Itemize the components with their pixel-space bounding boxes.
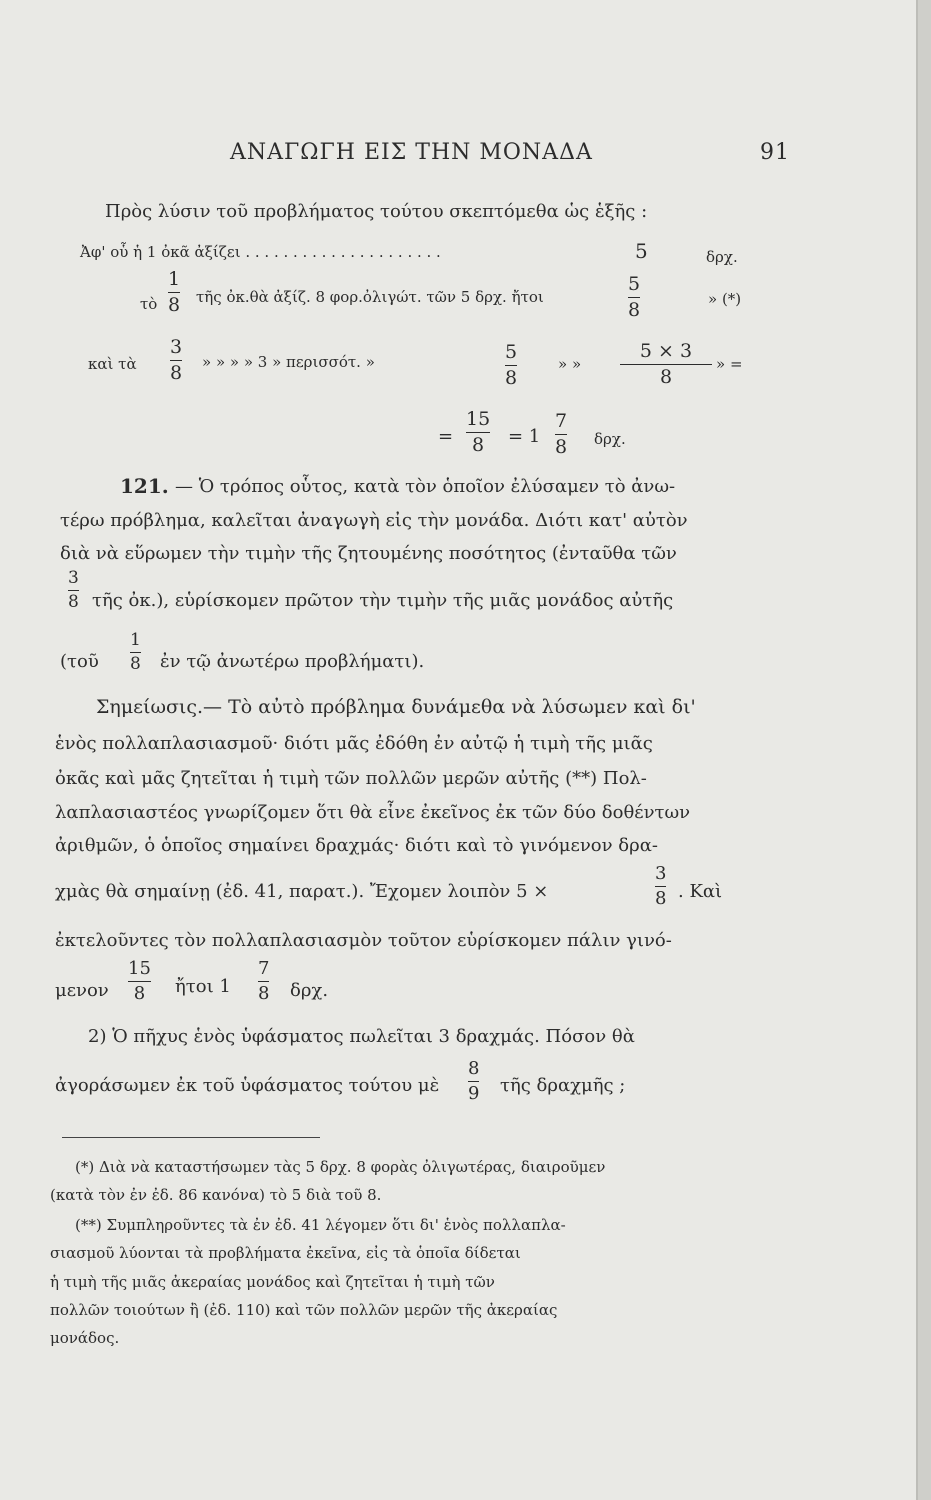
problem2-line1: 2) Ὁ πῆχυς ἑνὸς ὑφάσματος πωλεῖται 3 δραχμάς. Πόσον θὰ	[88, 1026, 635, 1047]
calc-line3-text: » » » » 3 » περισσότ. »	[202, 353, 375, 371]
fraction-three-eighths: $\frac{3}{8}$	[170, 336, 183, 384]
footnote-marker: » (*)	[708, 290, 742, 308]
calc-line4-eq1: =	[438, 426, 454, 447]
calc-intro: Πρὸς λύσιν τοῦ προβλήματος τούτου σκεπτόμεθα ὡς ἑξῆς :	[105, 201, 648, 222]
note-line2: ἑνὸς πολλαπλασιασμοῦ· διότι μᾶς ἐδόθη ἐν αὐτῷ ἡ τιμὴ τῆς μιᾶς	[55, 733, 653, 754]
section-line3: διὰ νὰ εὕρωμεν τὴν τιμὴν τῆς ζητουμένης ποσότητος (ἐνταῦθα τῶν	[60, 543, 677, 564]
fraction-fifteen-eighths: $\frac{15}{8}$	[466, 408, 491, 456]
calc-line3-mid: » »	[558, 355, 582, 373]
section-line5-pre: (τοῦ	[60, 651, 99, 672]
note-line3: ὀκᾶς καὶ μᾶς ζητεῖται ἡ τιμὴ τῶν πολλῶν μερῶν αὐτῆς (**) Πολ-	[55, 768, 647, 789]
note-line7: ἐκτελοῦντες τὸν πολλαπλασιασμὸν τοῦτον εὑρίσκομεν πάλιν γινό-	[55, 930, 672, 951]
calc-line2-pre: τὸ	[140, 295, 158, 313]
problem2-line2-end: τῆς δραχμῆς ;	[500, 1075, 626, 1096]
fraction-one-eighth: $\frac{1}{8}$	[168, 268, 181, 316]
running-header	[230, 140, 790, 165]
calc-line4-eq2: = 1	[508, 426, 541, 447]
header-title: ΑΝΑΓΩΓΗ ΕΙΣ ΤΗΝ ΜΟΝΑΔΑ	[230, 140, 593, 165]
footnote-1-line1: (*) Διὰ νὰ καταστήσωμεν τὰς 5 δρχ. 8 φορὰς ὀλιγωτέρας, διαιροῦμεν	[75, 1158, 606, 1176]
footnote-2-line4: πολλῶν τοιούτων ἢ (ἐδ. 110) καὶ τῶν πολλῶν μερῶν τῆς ἀκεραίας	[50, 1301, 558, 1319]
fraction-five-eighths: $\frac{5}{8}$	[628, 273, 641, 321]
note-line5: ἀριθμῶν, ὁ ὁποῖος σημαίνει δραχμάς· διότι καὶ τὸ γινόμενον δρα-	[55, 835, 658, 856]
calc-line3-pre: καὶ τὰ	[88, 355, 137, 373]
fraction-5x3-over-8: $\frac{5 \times 3}{8}$	[620, 342, 712, 387]
note-line8-pre: μενον	[55, 980, 109, 1001]
fraction-seven-eighths: $\frac{7}{8}$	[555, 410, 568, 458]
footnote-2-line3: ἡ τιμὴ τῆς μιᾶς ἀκεραίας μονάδος καὶ ζητεῖται ἡ τιμὴ τῶν	[50, 1273, 495, 1291]
fraction-fifteen-eighths-b: $\frac{15}{8}$	[128, 958, 151, 1004]
footnote-rule	[62, 1137, 320, 1138]
book-edge	[918, 0, 931, 1500]
footnote-2-line1: (**) Συμπληροῦντες τὰ ἐν ἐδ. 41 λέγομεν ὅτι δι' ἑνὸς πολλαπλα-	[75, 1216, 566, 1234]
fraction-seven-eighths-b: $\frac{7}{8}$	[258, 958, 270, 1004]
footnote-2-line5: μονάδος.	[50, 1329, 120, 1347]
calc-line1-unit: δρχ.	[706, 248, 738, 266]
section-line2: τέρω πρόβλημα, καλεῖται ἀναγωγὴ εἰς τὴν μονάδα. Διότι κατ' αὐτὸν	[60, 510, 688, 531]
fraction-one-eighth-b: $\frac{1}{8}$	[130, 630, 141, 674]
calc-line3-end: » =	[716, 355, 743, 373]
problem2-line2-pre: ἀγοράσωμεν ἐκ τοῦ ὑφάσματος τούτου μὲ	[55, 1075, 440, 1096]
section-line5: ἐν τῷ ἀνωτέρω προβλήματι).	[160, 651, 425, 672]
note-line8-mid: ἤτοι 1	[175, 976, 231, 997]
note-line1: Σημείωσις.— Τὸ αὐτὸ πρόβλημα δυνάμεθα νὰ λύσωμεν καὶ δι'	[96, 696, 696, 718]
section-line4: τῆς ὀκ.), εὑρίσκομεν πρῶτον τὴν τιμὴν τῆς μιᾶς μονάδος αὐτῆς	[92, 590, 674, 611]
note-line6-end: . Καὶ	[678, 881, 723, 902]
fraction-three-eighths-b: $\frac{3}{8}$	[68, 568, 79, 612]
calc-line2-text: τῆς ὀκ.θὰ ἀξίζ. 8 φορ.ὀλιγώτ. τῶν 5 δρχ. ἤτοι	[196, 288, 544, 306]
footnote-1-line2: (κατὰ τὸν ἐν ἐδ. 86 κανόνα) τὸ 5 διὰ τοῦ 8.	[50, 1186, 382, 1204]
note-line6: χμὰς θὰ σημαίνῃ (ἐδ. 41, παρατ.). Ἔχομεν λοιπὸν 5 ×	[55, 881, 549, 902]
section-number: 121.	[120, 474, 169, 498]
page-number: 91	[760, 140, 790, 165]
note-line8-unit: δρχ.	[290, 980, 329, 1001]
fraction-three-eighths-c: $\frac{3}{8}$	[655, 863, 667, 909]
note-line4: λαπλασιαστέος γνωρίζομεν ὅτι θὰ εἶνε ἐκεῖνος ἐκ τῶν δύο δοθέντων	[55, 802, 691, 823]
calc-line4-unit: δρχ.	[594, 430, 626, 448]
section-line1: — Ὁ τρόπος οὗτος, κατὰ τὸν ὁποῖον ἐλύσαμεν τὸ ἀνω-	[175, 476, 676, 497]
fraction-five-eighths-b: $\frac{5}{8}$	[505, 341, 518, 389]
fraction-eight-ninths: $\frac{8}{9}$	[468, 1058, 480, 1104]
calc-line1-value: 5	[635, 239, 648, 263]
footnote-2-line2: σιασμοῦ λύονται τὰ προβλήματα ἐκεῖνα, εἰς τὰ ὁποῖα δίδεται	[50, 1244, 521, 1262]
calc-line1: Ἀφ' οὗ ἡ 1 ὀκᾶ ἀξίζει . . . . . . . . . . . . . . . . . . . . .	[80, 243, 441, 261]
